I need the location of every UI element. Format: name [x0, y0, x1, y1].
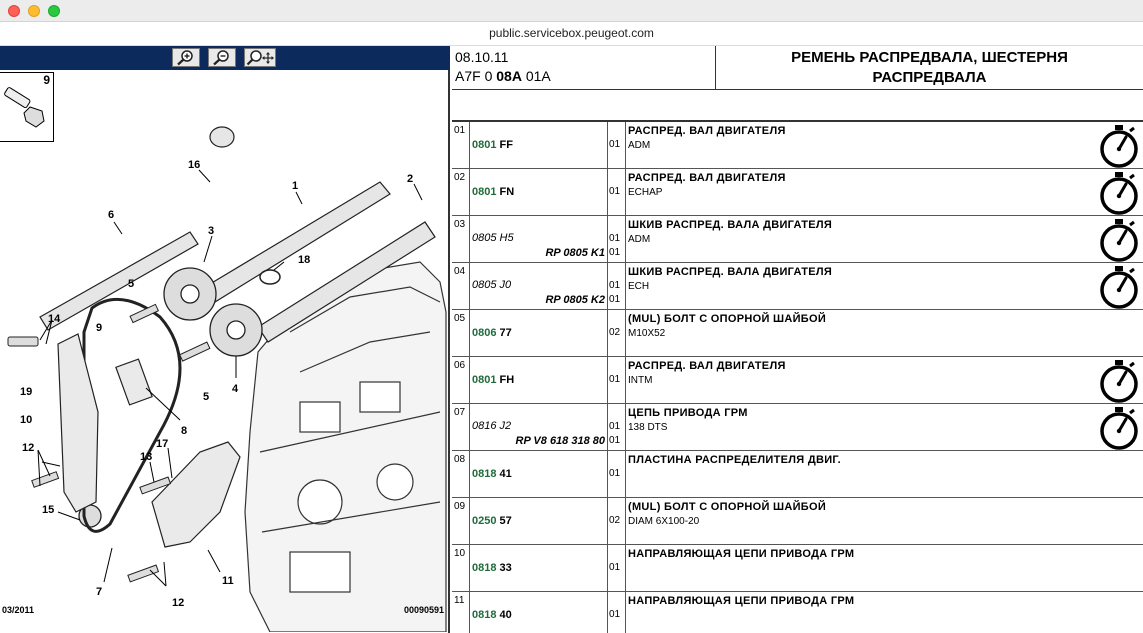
part-reference-cell[interactable]	[470, 169, 608, 215]
description-cell	[626, 545, 1096, 591]
window-titlebar	[0, 0, 1143, 22]
part-name: РАСПРЕД. ВАЛ ДВИГАТЕЛЯ	[628, 125, 786, 137]
part-reference-cell[interactable]	[470, 451, 608, 497]
quantity-cell	[608, 545, 626, 591]
stopwatch-icon	[1097, 265, 1141, 309]
row-index: 09	[452, 498, 470, 544]
callout-16: 16	[188, 159, 201, 171]
callout-18: 18	[298, 254, 311, 266]
quantity-primary: 01	[609, 139, 621, 150]
labour-time-button[interactable]	[1097, 171, 1141, 215]
part-reference[interactable]	[472, 186, 514, 198]
callout-8: 8	[181, 425, 188, 437]
part-name: ШКИВ РАСПРЕД. ВАЛА ДВИГАТЕЛЯ	[628, 219, 833, 231]
minimize-window-button[interactable]	[28, 5, 40, 17]
part-suffix: 41	[499, 468, 512, 480]
callout-1: 1	[292, 180, 299, 192]
zoom-pan-button[interactable]	[244, 48, 276, 67]
labour-time-button[interactable]	[1097, 359, 1141, 403]
title-line-1: РЕМЕНЬ РАСПРЕДВАЛА, ШЕСТЕРНЯ	[791, 49, 1068, 66]
quantity-primary: 01	[609, 421, 621, 432]
callout-10: 10	[20, 414, 33, 426]
description-cell	[626, 451, 1096, 497]
quantity-primary: 01	[609, 562, 621, 573]
row-index: 01	[452, 122, 470, 168]
description-cell	[626, 169, 1096, 215]
callout-6: 6	[108, 209, 115, 221]
callout-17: 17	[156, 438, 169, 450]
part-variant: DIAM 6X100-20	[628, 516, 700, 527]
callout-13: 13	[140, 451, 153, 463]
exploded-view-diagram	[0, 72, 450, 632]
part-suffix: FN	[499, 186, 515, 198]
part-variant: ADM	[628, 234, 651, 245]
row-index: 04	[452, 263, 470, 309]
header-info	[452, 46, 716, 90]
quantity-cell	[608, 122, 626, 168]
quantity-cell	[608, 169, 626, 215]
row-index: 03	[452, 216, 470, 262]
part-reference-cell[interactable]	[470, 404, 608, 450]
part-reference-cell[interactable]	[470, 545, 608, 591]
quantity-cell	[608, 592, 626, 633]
parts-row[interactable]	[452, 451, 1143, 498]
callout-9: 9	[96, 322, 103, 334]
row-index: 08	[452, 451, 470, 497]
description-cell	[626, 216, 1096, 262]
zoom-in-button[interactable]	[172, 48, 200, 67]
row-index: 10	[452, 545, 470, 591]
parts-row[interactable]	[452, 545, 1143, 592]
callout-7: 7	[96, 586, 103, 598]
part-suffix: 33	[499, 562, 512, 574]
diagram-date: 03/2011	[2, 605, 35, 615]
stopwatch-icon	[1097, 359, 1141, 403]
quantity-cell	[608, 310, 626, 356]
part-name: НАПРАВЛЯЮЩАЯ ЦЕПИ ПРИВОДА ГРМ	[628, 548, 855, 560]
parts-table	[452, 122, 1143, 633]
row-index: 07	[452, 404, 470, 450]
labour-time-button[interactable]	[1097, 218, 1141, 262]
row-index: 11	[452, 592, 470, 633]
code-suffix: 01A	[525, 68, 551, 84]
zoom-out-icon	[209, 49, 235, 66]
zoom-window-button[interactable]	[48, 5, 60, 17]
quantity-cell	[608, 216, 626, 262]
part-reference[interactable]	[472, 327, 512, 339]
quantity-primary: 01	[609, 280, 621, 291]
page-title	[716, 46, 1143, 90]
zoom-toolbar	[0, 46, 450, 70]
part-reference[interactable]	[472, 374, 514, 386]
stopwatch-icon	[1097, 171, 1141, 215]
description-cell	[626, 404, 1096, 450]
part-reference-cell[interactable]	[470, 122, 608, 168]
vehicle-code	[455, 67, 715, 86]
part-name: НАПРАВЛЯЮЩАЯ ЦЕПИ ПРИВОДА ГРМ	[628, 595, 855, 607]
callout-12b: 12	[172, 597, 185, 609]
part-reference[interactable]	[472, 139, 513, 151]
callout-4: 4	[232, 383, 239, 395]
parts-row[interactable]	[452, 169, 1143, 216]
part-replacement-reference[interactable]: RP 0805 K1	[545, 247, 605, 259]
part-suffix: 77	[499, 327, 512, 339]
callout-3: 3	[208, 225, 215, 237]
parts-row[interactable]	[452, 310, 1143, 357]
part-name: ЦЕПЬ ПРИВОДА ГРМ	[628, 407, 748, 419]
part-family: 0801	[472, 186, 497, 198]
header-spacer	[452, 90, 1143, 122]
inset-number: 9	[43, 73, 50, 87]
part-variant: ECH	[628, 281, 650, 292]
callout-5b: 5	[203, 391, 210, 403]
part-replacement-reference[interactable]: RP 0805 K2	[545, 294, 605, 306]
callout-11: 11	[222, 575, 234, 587]
parts-pane	[452, 46, 1143, 633]
part-alt-reference[interactable]: 0805 H5	[472, 232, 514, 244]
parts-row[interactable]	[452, 263, 1143, 310]
part-variant: 138 DTS	[628, 422, 668, 433]
labour-time-button[interactable]	[1097, 124, 1141, 168]
part-reference[interactable]	[472, 609, 512, 621]
part-reference-cell[interactable]	[470, 216, 608, 262]
callout-15: 15	[42, 504, 55, 516]
part-alt-reference[interactable]: 0816 J2	[472, 420, 512, 432]
callout-19: 19	[20, 386, 33, 398]
callout-14: 14	[48, 313, 61, 325]
description-cell	[626, 498, 1096, 544]
address-bar[interactable]	[0, 22, 1143, 46]
part-alt-reference[interactable]: 0805 J0	[472, 279, 512, 291]
part-reference-cell[interactable]	[470, 592, 608, 633]
parts-row[interactable]	[452, 592, 1143, 633]
stopwatch-icon	[1097, 124, 1141, 168]
part-suffix: 57	[499, 515, 512, 527]
part-replacement-reference[interactable]: RP V8 618 318 80	[515, 435, 605, 447]
part-name: (MUL) БОЛТ С ОПОРНОЙ ШАЙБОЙ	[628, 501, 827, 513]
quantity-secondary: 01	[609, 294, 621, 305]
quantity-secondary: 01	[609, 435, 621, 446]
part-name: РАСПРЕД. ВАЛ ДВИГАТЕЛЯ	[628, 172, 786, 184]
parts-row[interactable]	[452, 216, 1143, 263]
quantity-primary: 02	[609, 327, 621, 338]
stopwatch-icon	[1097, 218, 1141, 262]
part-name: ШКИВ РАСПРЕД. ВАЛА ДВИГАТЕЛЯ	[628, 266, 833, 278]
catalog-date: 08.10.11	[455, 49, 509, 65]
part-reference-cell[interactable]	[470, 310, 608, 356]
description-cell	[626, 592, 1096, 633]
parts-row[interactable]	[452, 357, 1143, 404]
part-family: 0818	[472, 468, 497, 480]
diagram-reference: 00090591	[403, 605, 444, 615]
quantity-cell	[608, 263, 626, 309]
quantity-primary: 01	[609, 233, 621, 244]
part-reference-cell[interactable]	[470, 263, 608, 309]
part-suffix: FH	[499, 374, 515, 386]
seal-ring-drawing	[260, 270, 280, 284]
part-variant: ECHAP	[628, 187, 663, 198]
description-cell	[626, 310, 1096, 356]
quantity-cell	[608, 404, 626, 450]
labour-time-button[interactable]	[1097, 406, 1141, 450]
quantity-primary: 01	[609, 468, 621, 479]
quantity-cell	[608, 451, 626, 497]
address-text: public.servicebox.peugeot.com	[489, 26, 654, 40]
part-name: ПЛАСТИНА РАСПРЕДЕЛИТЕЛЯ ДВИГ.	[628, 454, 841, 466]
quantity-secondary: 01	[609, 247, 621, 258]
callout-2: 2	[407, 173, 414, 185]
part-family: 0806	[472, 327, 497, 339]
close-window-button[interactable]	[8, 5, 20, 17]
part-variant: INTM	[628, 375, 653, 386]
quantity-primary: 01	[609, 609, 621, 620]
part-family: 0801	[472, 374, 497, 386]
quantity-primary: 01	[609, 186, 621, 197]
zoom-out-button[interactable]	[208, 48, 236, 67]
part-reference[interactable]	[472, 562, 512, 574]
part-family: 0818	[472, 562, 497, 574]
diagram-pane	[0, 46, 450, 633]
quantity-cell	[608, 498, 626, 544]
parts-row[interactable]	[452, 404, 1143, 451]
part-family: 0801	[472, 139, 497, 151]
quantity-primary: 02	[609, 515, 621, 526]
quantity-cell	[608, 357, 626, 403]
labour-time-button[interactable]	[1097, 265, 1141, 309]
callout-12a: 12	[22, 442, 35, 454]
part-name: (MUL) БОЛТ С ОПОРНОЙ ШАЙБОЙ	[628, 313, 827, 325]
part-reference[interactable]	[472, 468, 512, 480]
code-prefix: A7F 0	[455, 68, 493, 84]
part-suffix: 40	[499, 609, 512, 621]
part-family: 0818	[472, 609, 497, 621]
quantity-primary: 01	[609, 374, 621, 385]
parts-row[interactable]	[452, 498, 1143, 545]
zoom-pan-icon	[245, 49, 275, 66]
part-reference-cell[interactable]	[470, 357, 608, 403]
title-line-2: РАСПРЕДВАЛА	[872, 69, 987, 86]
part-reference[interactable]	[472, 515, 512, 527]
parts-row[interactable]	[452, 122, 1143, 169]
code-bold: 08A	[496, 68, 522, 84]
part-variant: M10X52	[628, 328, 666, 339]
row-index: 02	[452, 169, 470, 215]
callout-5a: 5	[128, 278, 135, 290]
part-reference-cell[interactable]	[470, 498, 608, 544]
stopwatch-icon	[1097, 406, 1141, 450]
part-variant: ADM	[628, 140, 651, 151]
part-name: РАСПРЕД. ВАЛ ДВИГАТЕЛЯ	[628, 360, 786, 372]
description-cell	[626, 263, 1096, 309]
part-family: 0250	[472, 515, 497, 527]
zoom-in-icon	[173, 49, 199, 66]
description-cell	[626, 357, 1096, 403]
row-index: 05	[452, 310, 470, 356]
part-suffix: FF	[499, 139, 513, 151]
row-index: 06	[452, 357, 470, 403]
description-cell	[626, 122, 1096, 168]
